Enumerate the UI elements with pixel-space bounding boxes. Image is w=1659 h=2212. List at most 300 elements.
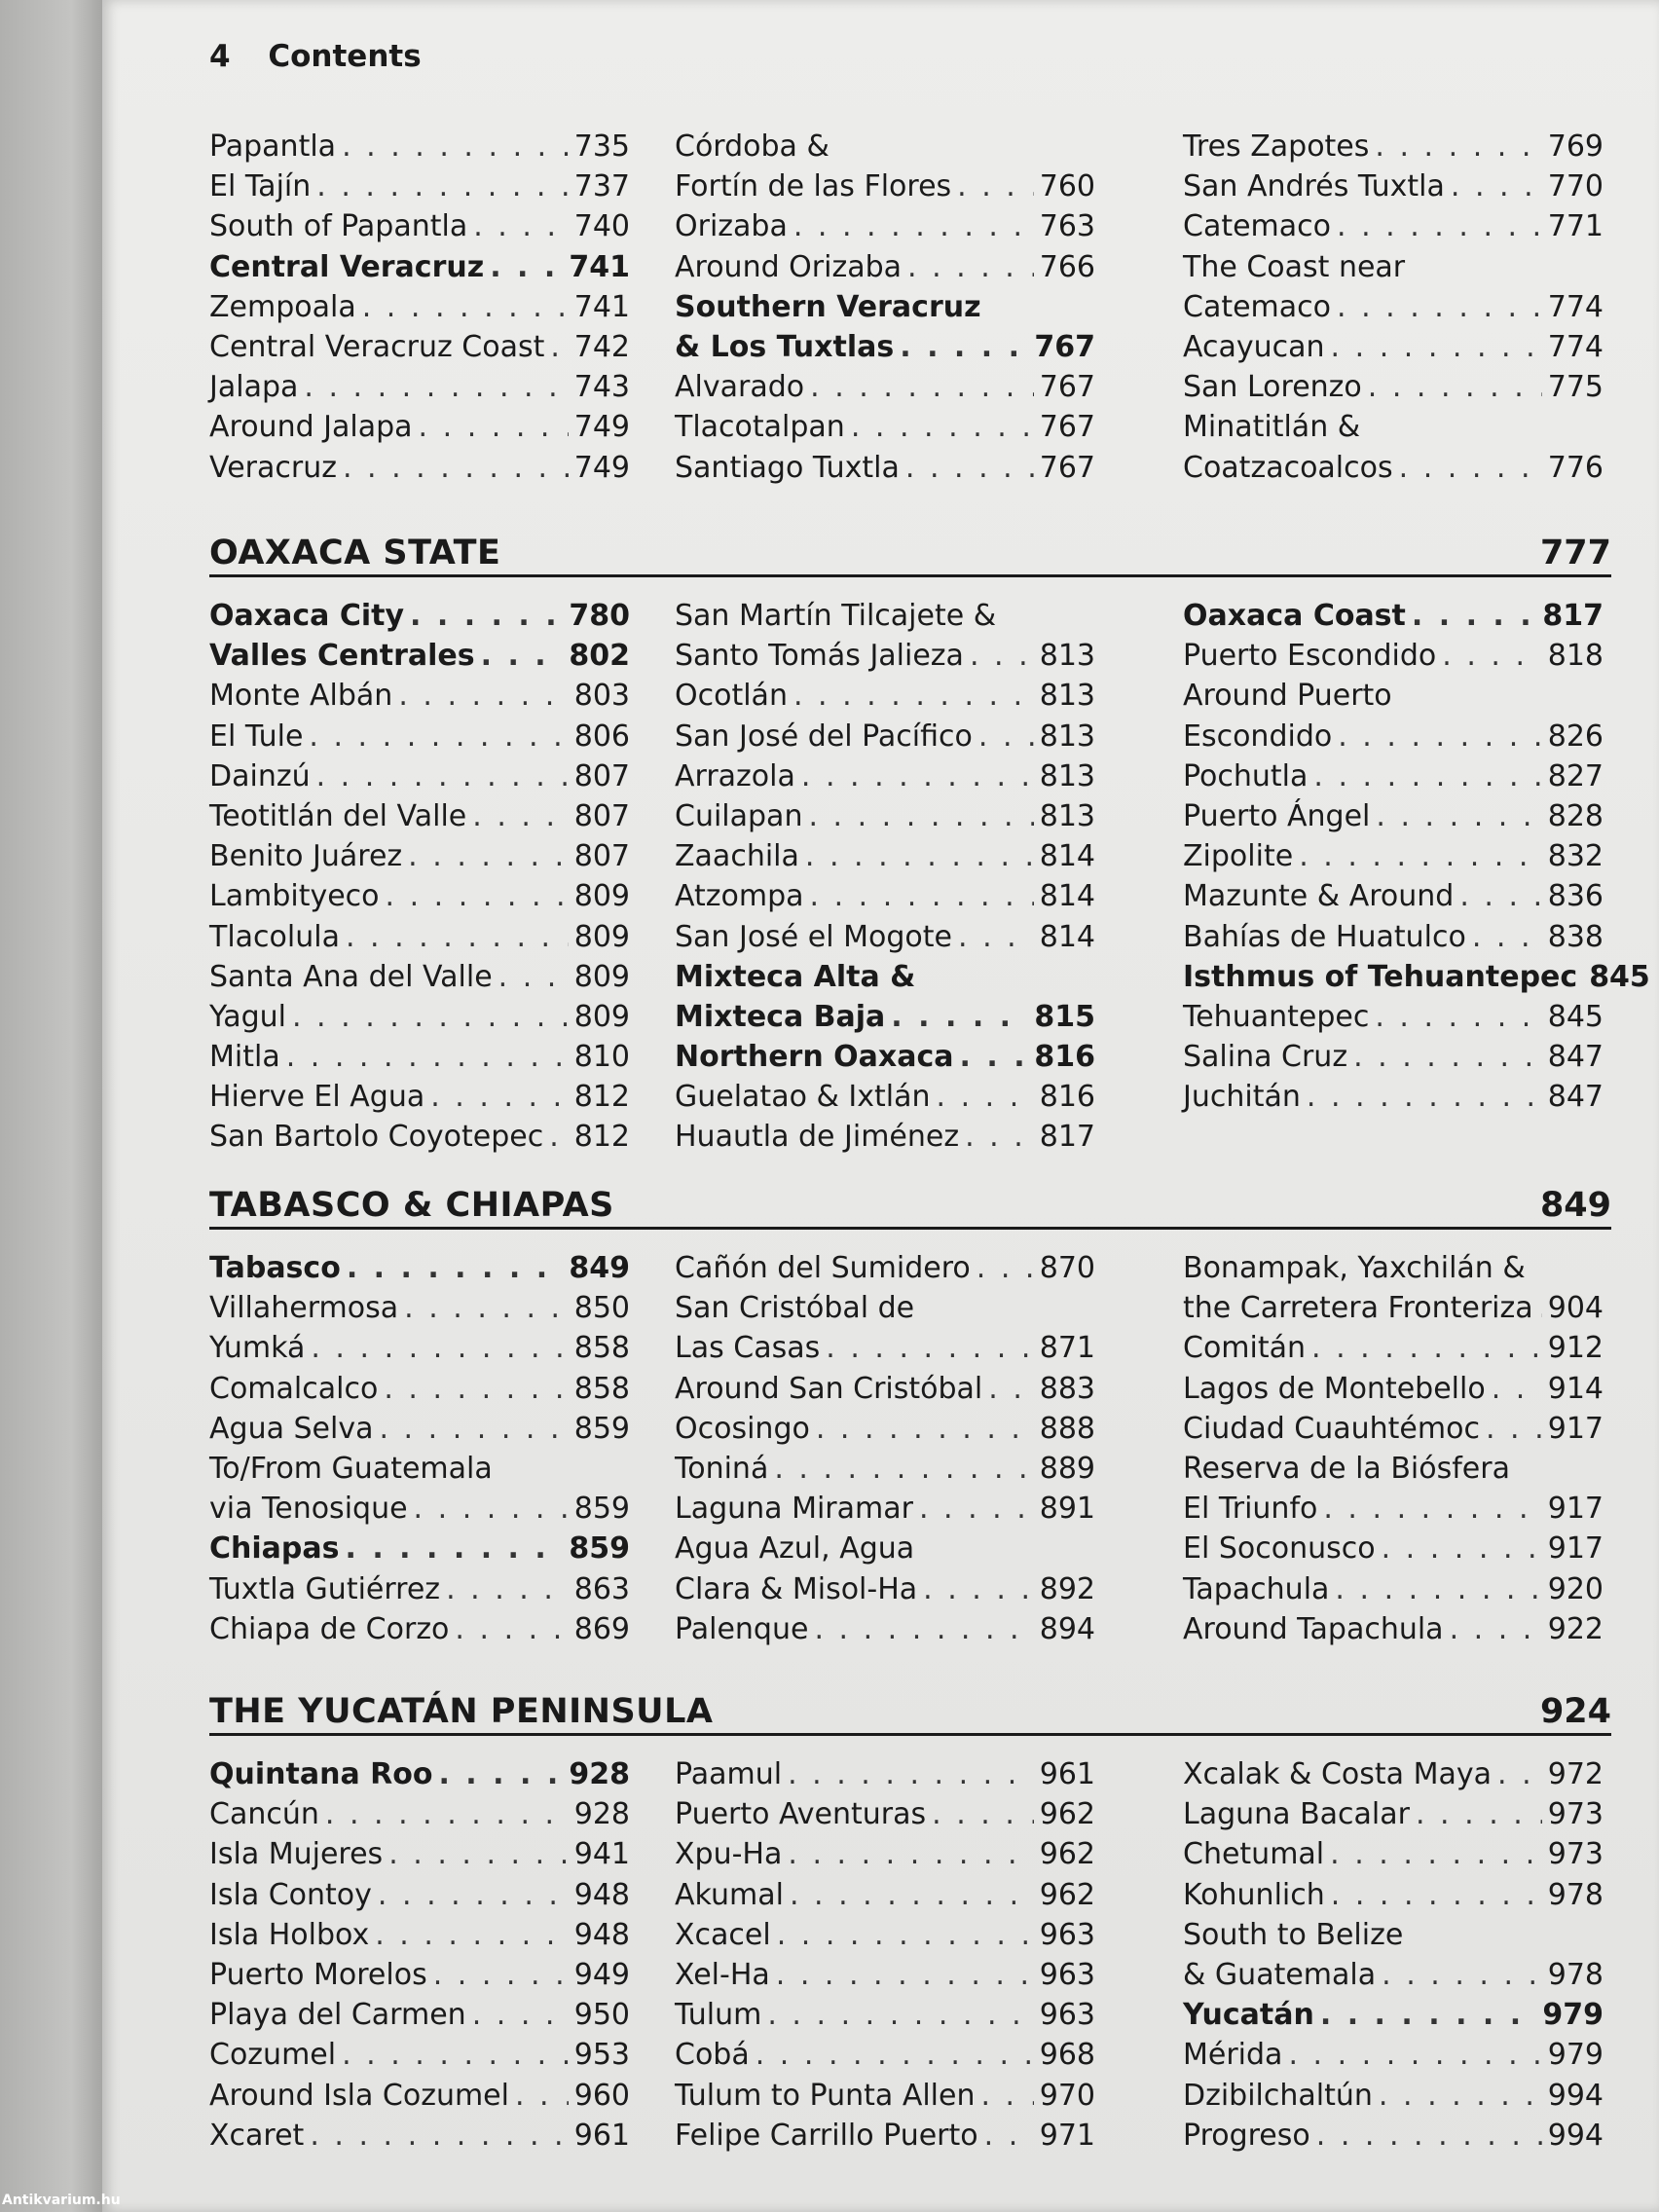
toc-entry[interactable] <box>209 2035 630 2075</box>
toc-entry[interactable] <box>209 327 630 367</box>
toc-entry[interactable] <box>675 1369 1095 1409</box>
toc-entry[interactable] <box>675 448 1095 488</box>
toc-entry-page: 847 <box>1547 1040 1604 1075</box>
toc-entry[interactable] <box>1183 1409 1604 1449</box>
toc-entry[interactable] <box>675 2116 1095 2156</box>
toc-entry[interactable] <box>1183 876 1604 916</box>
toc-entry[interactable] <box>209 1754 630 1794</box>
toc-entry[interactable] <box>675 1955 1095 1995</box>
toc-entry-page: 806 <box>573 719 630 754</box>
toc-entry[interactable] <box>209 166 630 206</box>
toc-entry-name: Clara & Misol-Ha <box>675 1571 918 1606</box>
adjacent-page-edge <box>0 0 102 2212</box>
toc-column <box>1183 1754 1604 2156</box>
dot-leader <box>304 367 568 407</box>
toc-entry-page: 813 <box>1039 679 1095 714</box>
toc-entry[interactable] <box>209 2076 630 2116</box>
toc-entry[interactable] <box>209 1915 630 1955</box>
toc-entry-page: 807 <box>573 798 630 833</box>
toc-entry[interactable] <box>675 1077 1095 1117</box>
dot-leader <box>455 1609 568 1649</box>
toc-entry[interactable] <box>675 1529 1095 1568</box>
toc-entry[interactable] <box>209 1328 630 1368</box>
toc-entry[interactable] <box>209 247 630 287</box>
toc-entry[interactable] <box>209 1037 630 1077</box>
toc-entry-name: Yagul <box>209 999 286 1034</box>
dot-leader <box>1459 876 1541 916</box>
dot-leader <box>473 206 569 246</box>
section-title[interactable]: THE YUCATÁN PENINSULA <box>209 1692 714 1731</box>
toc-entry-name: Fortín de las Flores <box>675 169 952 204</box>
toc-entry[interactable] <box>209 957 630 997</box>
dot-leader <box>1375 127 1541 166</box>
toc-entry-name: Córdoba & <box>675 129 830 164</box>
toc-entry[interactable] <box>675 1834 1095 1874</box>
toc-entry[interactable] <box>1183 1037 1604 1077</box>
toc-entry-page: 832 <box>1547 839 1604 874</box>
toc-entry-name: Zaachila <box>675 839 799 874</box>
dot-leader <box>472 796 568 836</box>
dot-leader <box>1451 166 1542 206</box>
section-title[interactable]: OAXACA STATE <box>209 534 501 572</box>
toc-entry-name: Tulum <box>675 1998 762 2033</box>
toc-entry[interactable] <box>1183 327 1604 367</box>
toc-entry[interactable] <box>1183 1248 1604 1288</box>
toc-entry-page: 838 <box>1547 919 1604 954</box>
dot-leader <box>375 1915 569 1955</box>
dot-leader <box>342 2035 569 2075</box>
toc-entry-name: Mitla <box>209 1040 280 1075</box>
toc-entry[interactable] <box>1183 1834 1604 1874</box>
toc-entry[interactable] <box>209 997 630 1037</box>
toc-entry-page: 858 <box>573 1371 630 1406</box>
toc-entry[interactable] <box>675 407 1095 447</box>
toc-entry-name: To/From Guatemala <box>209 1451 493 1486</box>
toc-entry[interactable] <box>1183 287 1604 327</box>
toc-entry[interactable] <box>675 957 1095 997</box>
dot-leader <box>292 997 569 1037</box>
dot-leader <box>408 836 569 876</box>
toc-entry-name: Mazunte & Around <box>1183 879 1455 914</box>
dot-leader <box>404 1288 569 1328</box>
toc-entry-name: Mixteca Baja <box>675 999 886 1034</box>
toc-entry[interactable] <box>1183 206 1604 246</box>
dot-leader <box>977 1248 1034 1288</box>
dot-leader <box>550 327 568 367</box>
toc-entry[interactable] <box>209 1409 630 1449</box>
toc-entry[interactable] <box>1183 1369 1604 1409</box>
toc-entry-page: 836 <box>1547 879 1604 914</box>
toc-entry-name: Mérida <box>1183 2038 1283 2073</box>
dot-leader <box>984 2116 1034 2156</box>
dot-leader <box>1330 1834 1542 1874</box>
toc-entry-name: Around Jalapa <box>209 410 413 445</box>
toc-entry[interactable] <box>675 1037 1095 1077</box>
dot-leader <box>1368 367 1542 407</box>
toc-entry[interactable] <box>675 1875 1095 1915</box>
dot-leader <box>410 596 563 636</box>
toc-entry[interactable] <box>1183 1489 1604 1529</box>
toc-entry[interactable] <box>1183 166 1604 206</box>
toc-entry[interactable] <box>1183 1569 1604 1609</box>
toc-entry-page: 802 <box>569 639 630 674</box>
toc-entry[interactable] <box>675 836 1095 876</box>
toc-entry-name: Papantla <box>209 129 337 164</box>
toc-entry[interactable] <box>209 1875 630 1915</box>
toc-entry-page: 892 <box>1039 1571 1095 1606</box>
toc-entry[interactable] <box>675 717 1095 756</box>
toc-entry[interactable] <box>209 636 630 676</box>
dot-leader <box>379 1409 568 1449</box>
dot-leader <box>1335 1569 1541 1609</box>
toc-entry[interactable] <box>675 1915 1095 1955</box>
toc-entry[interactable] <box>675 917 1095 957</box>
toc-entry[interactable] <box>675 1794 1095 1834</box>
toc-entry[interactable] <box>209 407 630 447</box>
toc-entry[interactable] <box>675 756 1095 796</box>
toc-entry-name: San José el Mogote <box>675 919 952 954</box>
dot-leader <box>978 717 1034 756</box>
toc-entry-name: Comitán <box>1183 1331 1307 1366</box>
toc-entry[interactable] <box>209 2116 630 2156</box>
toc-entry-page: 809 <box>573 959 630 994</box>
toc-entry-name: Tuxtla Gutiérrez <box>209 1571 441 1606</box>
toc-entry-page: 813 <box>1039 719 1095 754</box>
toc-entry[interactable] <box>1183 2035 1604 2075</box>
section-title[interactable]: TABASCO & CHIAPAS <box>209 1186 614 1225</box>
toc-entry[interactable] <box>209 1369 630 1409</box>
toc-entry[interactable] <box>675 367 1095 407</box>
toc-entry[interactable] <box>1183 1288 1604 1328</box>
toc-column <box>675 1754 1095 2156</box>
toc-entry-name: Escondido <box>1183 719 1333 754</box>
toc-entry-page: 817 <box>1039 1120 1095 1155</box>
toc-entry-name: Huautla de Jiménez <box>675 1120 960 1155</box>
toc-entry-page: 859 <box>573 1411 630 1446</box>
toc-entry-name: Arrazola <box>675 758 795 793</box>
toc-entry-page: 883 <box>1039 1371 1095 1406</box>
toc-entry[interactable] <box>675 796 1095 836</box>
toc-entry-name: Isla Contoy <box>209 1877 372 1912</box>
toc-entry-page: 740 <box>573 209 630 244</box>
toc-entry-page: 859 <box>569 1531 630 1567</box>
toc-entry[interactable] <box>209 206 630 246</box>
toc-entry-page: 814 <box>1039 879 1095 914</box>
toc-entry-page: 809 <box>573 879 630 914</box>
toc-entry[interactable] <box>675 1288 1095 1328</box>
toc-entry[interactable] <box>1183 796 1604 836</box>
toc-entry-page: 963 <box>1039 1957 1095 1992</box>
toc-entry[interactable] <box>209 1449 630 1489</box>
toc-entry-page: 741 <box>573 289 630 324</box>
toc-entry-name: Ocotlán <box>675 679 788 714</box>
toc-entry[interactable] <box>675 1489 1095 1529</box>
dot-leader <box>1299 836 1542 876</box>
toc-entry[interactable] <box>1183 1875 1604 1915</box>
toc-entry-name: Around Puerto <box>1183 679 1392 714</box>
toc-entry[interactable] <box>1183 957 1650 997</box>
toc-entry-name: Agua Selva <box>209 1411 374 1446</box>
toc-entry[interactable] <box>1183 1955 1604 1995</box>
toc-entry-page: 774 <box>1547 329 1604 364</box>
toc-entry-name: Cañón del Sumidero <box>675 1251 971 1285</box>
toc-entry-name: Puerto Aventuras <box>675 1797 927 1832</box>
toc-entry[interactable] <box>209 448 630 488</box>
page-title: Contents <box>268 39 422 74</box>
toc-entry[interactable] <box>675 287 1095 327</box>
toc-entry[interactable] <box>1183 367 1604 407</box>
toc-entry[interactable] <box>1183 1995 1604 2035</box>
toc-entry[interactable] <box>675 127 1095 166</box>
toc-entry-name: Around Orizaba <box>675 249 902 284</box>
toc-entry[interactable] <box>209 836 630 876</box>
toc-entry[interactable] <box>1183 1915 1604 1955</box>
toc-entry[interactable] <box>209 1489 630 1529</box>
toc-entry-page: 948 <box>573 1917 630 1952</box>
toc-entry[interactable] <box>1183 596 1604 636</box>
toc-entry-page: 870 <box>1039 1251 1095 1285</box>
toc-entry-page: 859 <box>573 1492 630 1527</box>
toc-entry-name: Cozumel <box>209 2038 337 2073</box>
dot-leader <box>1331 327 1542 367</box>
dot-leader <box>286 1037 569 1077</box>
toc-entry-page: 814 <box>1039 919 1095 954</box>
dot-leader <box>1450 1609 1542 1649</box>
toc-entry-name: Tulum to Punta Allen <box>675 2078 976 2113</box>
toc-entry-name: Tapachula <box>1183 1571 1330 1606</box>
toc-entry-name: Xel-Ha <box>675 1957 770 1992</box>
toc-entry-page: 973 <box>1547 1837 1604 1872</box>
toc-entry[interactable] <box>1183 1754 1604 1794</box>
toc-entry-name: Laguna Miramar <box>675 1492 913 1527</box>
toc-entry[interactable] <box>209 917 630 957</box>
toc-entry[interactable] <box>675 1609 1095 1649</box>
toc-entry-page: 817 <box>1542 599 1604 633</box>
toc-entry[interactable] <box>209 1834 630 1874</box>
toc-entry-page: 863 <box>573 1571 630 1606</box>
dot-leader <box>310 2116 568 2156</box>
toc-entry-page: 828 <box>1547 798 1604 833</box>
toc-entry[interactable] <box>675 676 1095 716</box>
toc-entry[interactable] <box>1183 2116 1604 2156</box>
dot-leader <box>932 1794 1034 1834</box>
toc-entry[interactable] <box>1183 917 1604 957</box>
toc-entry[interactable] <box>209 676 630 716</box>
toc-entry[interactable] <box>209 796 630 836</box>
dot-leader <box>1323 1489 1541 1529</box>
toc-entry-name: Valles Centrales <box>209 639 475 674</box>
toc-entry[interactable] <box>209 1569 630 1609</box>
toc-entry-name: Central Veracruz <box>209 249 485 284</box>
toc-entry-page: 904 <box>1547 1291 1604 1326</box>
toc-entry-name: Cancún <box>209 1797 319 1832</box>
toc-entry[interactable] <box>1183 836 1604 876</box>
toc-entry-page: 847 <box>1547 1080 1604 1115</box>
dot-leader <box>346 917 569 957</box>
toc-entry[interactable] <box>675 1117 1095 1157</box>
toc-entry[interactable] <box>209 1794 630 1834</box>
toc-entry[interactable] <box>1183 717 1604 756</box>
toc-entry[interactable] <box>209 717 630 756</box>
dot-leader <box>316 756 569 796</box>
toc-column <box>209 127 630 488</box>
dot-leader <box>851 407 1034 447</box>
dot-leader <box>1486 1409 1542 1449</box>
toc-entry[interactable] <box>1183 997 1604 1037</box>
toc-entry-page: 948 <box>573 1877 630 1912</box>
toc-entry-page: 807 <box>573 758 630 793</box>
toc-entry[interactable] <box>1183 756 1604 796</box>
toc-entry-name: Around San Cristóbal <box>675 1371 983 1406</box>
toc-entry-name: Isla Holbox <box>209 1917 370 1952</box>
toc-entry-page: 858 <box>573 1331 630 1366</box>
toc-entry[interactable] <box>1183 1609 1604 1649</box>
dot-leader <box>793 676 1034 716</box>
toc-column <box>209 1248 630 1649</box>
toc-entry-page: 767 <box>1039 450 1095 485</box>
toc-entry-page: 763 <box>1039 209 1095 244</box>
toc-entry-name: Oaxaca City <box>209 599 405 633</box>
toc-entry[interactable] <box>1183 407 1604 447</box>
toc-entry[interactable] <box>675 1409 1095 1449</box>
dot-leader <box>1539 1288 1542 1328</box>
dot-leader <box>549 1117 568 1157</box>
dot-leader <box>438 1754 563 1794</box>
dot-leader <box>900 327 1028 367</box>
toc-entry[interactable] <box>675 596 1095 636</box>
toc-entry-name: El Soconusco <box>1183 1531 1376 1567</box>
toc-entry[interactable] <box>675 327 1095 367</box>
toc-entry[interactable] <box>675 1754 1095 1794</box>
toc-entry-page: 737 <box>573 169 630 204</box>
toc-entry[interactable] <box>675 876 1095 916</box>
dot-leader <box>767 1995 1033 2035</box>
toc-entry-page: 812 <box>573 1120 630 1155</box>
toc-entry[interactable] <box>1183 636 1604 676</box>
toc-entry[interactable] <box>209 1995 630 2035</box>
toc-entry[interactable] <box>1183 676 1604 716</box>
toc-entry[interactable] <box>209 1117 630 1157</box>
toc-entry-name: Las Casas <box>675 1331 821 1366</box>
section-header <box>209 526 1611 577</box>
toc-entry-name: Tehuantepec <box>1183 999 1370 1034</box>
toc-entry-page: 963 <box>1039 1917 1095 1952</box>
toc-entry[interactable] <box>1183 2076 1604 2116</box>
toc-entry[interactable] <box>1183 1328 1604 1368</box>
toc-entry-name: San Martín Tilcajete & <box>675 599 997 633</box>
toc-column <box>1183 1248 1604 1649</box>
toc-entry-name: Tabasco <box>209 1251 341 1285</box>
toc-entry-page: 849 <box>569 1251 630 1285</box>
toc-entry[interactable] <box>675 1449 1095 1489</box>
toc-entry-name: Acayucan <box>1183 329 1325 364</box>
toc-entry-page: 869 <box>573 1611 630 1646</box>
toc-entry-page: 962 <box>1039 1797 1095 1832</box>
toc-entry[interactable] <box>675 636 1095 676</box>
toc-column <box>1183 596 1650 1117</box>
toc-entry-name: Xpu-Ha <box>675 1837 783 1872</box>
toc-entry-name: Chetumal <box>1183 1837 1325 1872</box>
toc-entry-page: 769 <box>1547 129 1604 164</box>
toc-entry[interactable] <box>209 1248 630 1288</box>
toc-entry-name: El Tule <box>209 719 304 754</box>
toc-entry-name: Tres Zapotes <box>1183 129 1370 164</box>
toc-entry-name: Kohunlich <box>1183 1877 1325 1912</box>
toc-entry-name: Comalcalco <box>209 1371 379 1406</box>
toc-entry-name: Jalapa <box>209 370 299 405</box>
dot-leader <box>419 407 569 447</box>
toc-entry-page: 807 <box>573 839 630 874</box>
dot-leader <box>1331 1875 1542 1915</box>
toc-entry-page: 850 <box>573 1291 630 1326</box>
toc-entry[interactable] <box>1183 1794 1604 1834</box>
toc-entry-page: 815 <box>1034 999 1095 1034</box>
toc-entry[interactable] <box>209 127 630 166</box>
toc-entry-name: Progreso <box>1183 2118 1310 2153</box>
toc-entry-page: 871 <box>1039 1331 1095 1366</box>
toc-entry-name: Bahías de Huatulco <box>1183 919 1466 954</box>
toc-entry-name: Salina Cruz <box>1183 1040 1348 1075</box>
toc-entry[interactable] <box>675 1995 1095 2035</box>
toc-entry[interactable] <box>675 166 1095 206</box>
toc-entry-name: Ocosingo <box>675 1411 810 1446</box>
toc-entry-page: 809 <box>573 999 630 1034</box>
toc-entry-name: Isla Mujeres <box>209 1837 384 1872</box>
toc-entry[interactable] <box>1183 247 1604 287</box>
toc-entry[interactable] <box>675 2076 1095 2116</box>
toc-entry[interactable] <box>675 247 1095 287</box>
toc-entry-page: 962 <box>1039 1837 1095 1872</box>
toc-entry[interactable] <box>209 367 630 407</box>
toc-entry-name: Reserva de la Biósfera <box>1183 1451 1510 1486</box>
dot-leader <box>1399 448 1542 488</box>
toc-entry[interactable] <box>209 756 630 796</box>
toc-entry[interactable] <box>1183 448 1604 488</box>
toc-entry-name: Around Tapachula <box>1183 1611 1444 1646</box>
toc-entry-page: 894 <box>1039 1611 1095 1646</box>
dot-leader <box>414 1489 569 1529</box>
toc-entry[interactable] <box>675 997 1095 1037</box>
toc-entry-page: 845 <box>1589 959 1650 994</box>
toc-entry[interactable] <box>675 1569 1095 1609</box>
toc-entry[interactable] <box>209 1077 630 1117</box>
toc-entry-page: 774 <box>1547 289 1604 324</box>
toc-entry[interactable] <box>209 1288 630 1328</box>
toc-entry-page: 803 <box>573 679 630 714</box>
contents-page <box>102 0 1659 2212</box>
toc-entry[interactable] <box>209 876 630 916</box>
toc-entry[interactable] <box>209 596 630 636</box>
toc-entry[interactable] <box>675 1328 1095 1368</box>
toc-entry[interactable] <box>675 1248 1095 1288</box>
toc-entry[interactable] <box>1183 1529 1604 1568</box>
toc-entry[interactable] <box>1183 1077 1604 1117</box>
toc-entry-page: 917 <box>1547 1531 1604 1567</box>
toc-entry[interactable] <box>1183 1449 1604 1489</box>
toc-entry[interactable] <box>209 287 630 327</box>
toc-entry-page: 978 <box>1547 1957 1604 1992</box>
toc-entry[interactable] <box>209 1529 630 1568</box>
toc-entry[interactable] <box>675 2035 1095 2075</box>
toc-entry-name: Mixteca Alta & <box>675 959 916 994</box>
toc-entry[interactable] <box>209 1955 630 1995</box>
toc-entry-page: 973 <box>1547 1797 1604 1832</box>
toc-entry[interactable] <box>675 206 1095 246</box>
toc-entry-page: 972 <box>1547 1757 1604 1791</box>
dot-leader <box>388 1834 569 1874</box>
toc-entry[interactable] <box>1183 127 1604 166</box>
toc-entry[interactable] <box>209 1609 630 1649</box>
